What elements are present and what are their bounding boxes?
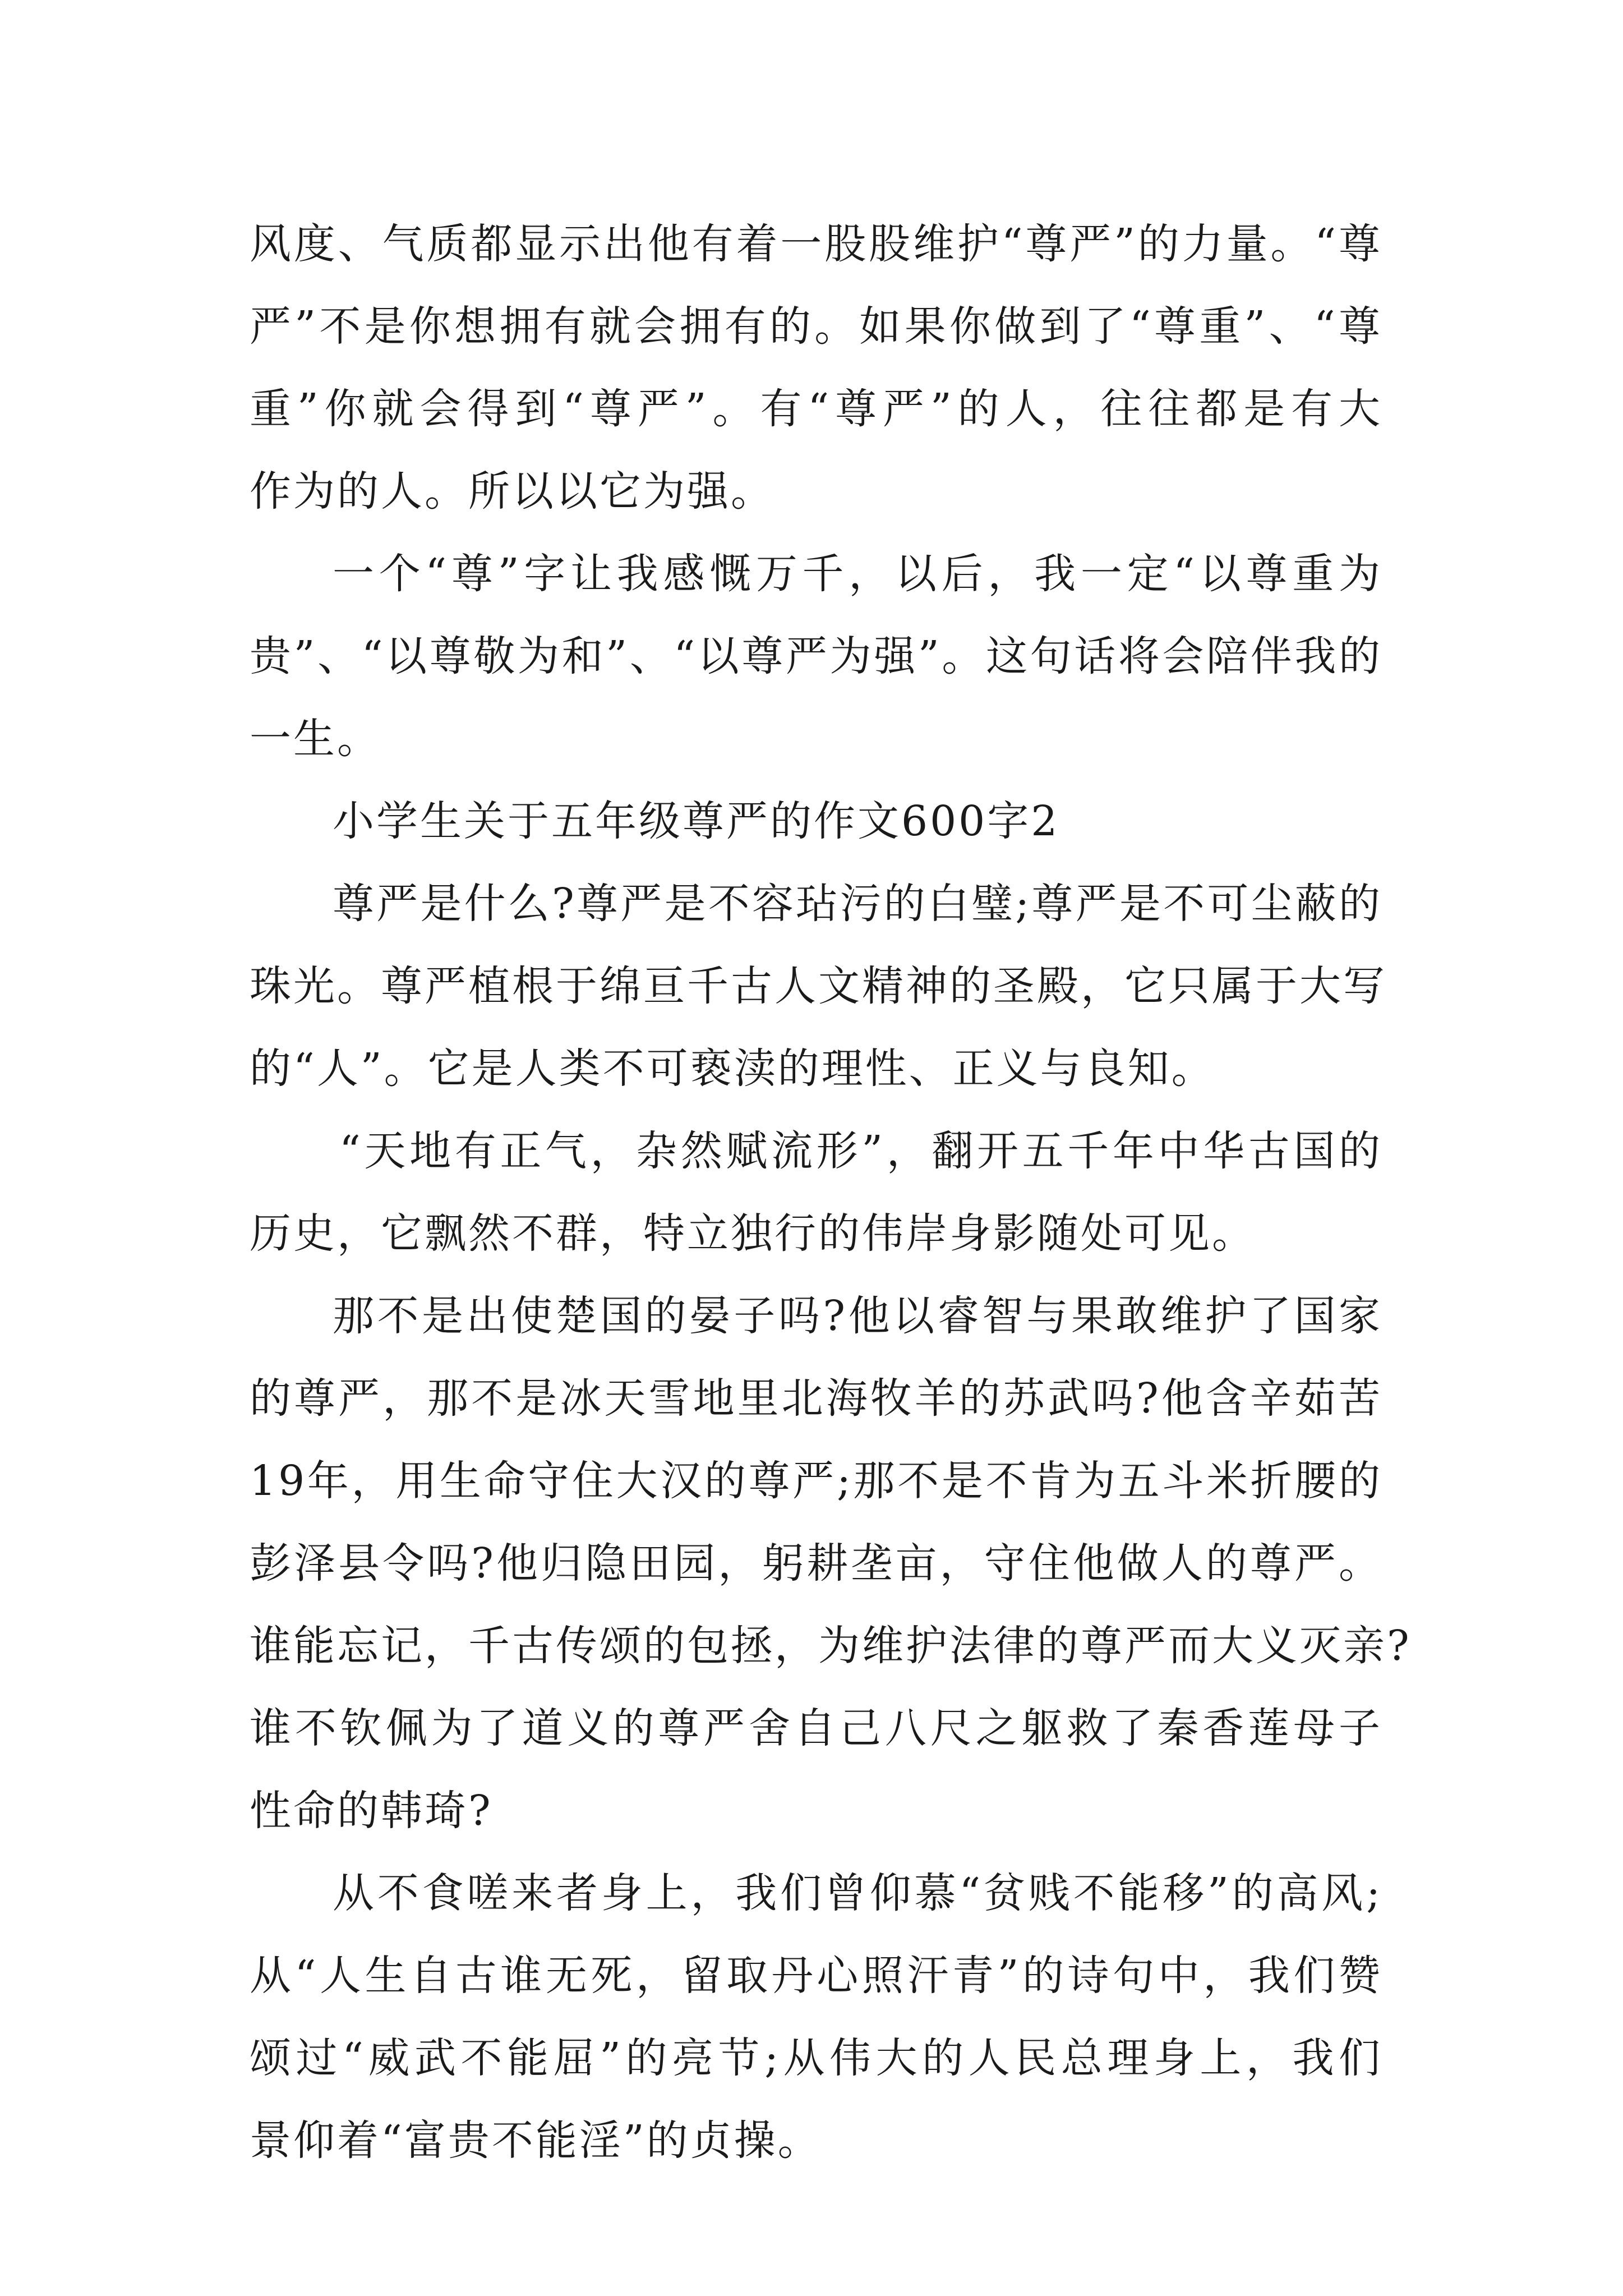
paragraph [250, 1110, 1382, 1275]
text-line: 尊严是什么?尊严是不容玷污的白璧;尊严是不可尘蔽的 [333, 880, 1382, 928]
paragraph [250, 863, 1387, 1110]
text-line: “天地有正气，杂然赋流形”，翻开五千年中华古国的 [339, 1127, 1382, 1175]
paragraph [250, 1275, 1412, 1852]
text-line: 一个“尊”字让我感慨万千，以后，我一定“以尊重为 [333, 550, 1382, 598]
text-line: 景仰着“富贵不能淫”的贞操。 [250, 2116, 822, 2165]
text-line: 颂过“威武不能屈”的亮节;从伟大的人民总理身上，我们 [250, 2034, 1382, 2082]
text-line: 风度、气质都显示出他有着一股股维护“尊严”的力量。“尊 [250, 220, 1382, 268]
text-line: 谁不钦佩为了道义的尊严舍自己八尺之躯救了秦香莲母子 [250, 1704, 1382, 1752]
text-line: 性命的韩琦? [250, 1787, 493, 1835]
text-line: 严”不是你想拥有就会拥有的。如果你做到了“尊重”、“尊 [250, 302, 1382, 351]
text-line: 的“人”。它是人类不可亵渎的理性、正义与良知。 [250, 1045, 1215, 1093]
section-heading [250, 780, 1382, 863]
text-line: 那不是出使楚国的晏子吗?他以睿智与果敢维护了国家 [333, 1292, 1382, 1340]
document-body [250, 203, 1412, 2182]
heading-line: 小学生关于五年级尊严的作文600字2 [333, 797, 1060, 845]
text-line: 重”你就会得到“尊严”。有“尊严”的人，往往都是有大 [250, 385, 1382, 433]
text-line: 从“人生自古谁无死，留取丹心照汗青”的诗句中，我们赞 [250, 1952, 1382, 2000]
text-line: 的尊严，那不是冰天雪地里北海牧羊的苏武吗?他含辛茹苦 [250, 1374, 1382, 1423]
paragraph [250, 533, 1382, 780]
text-line: 历史，它飘然不群，特立独行的伟岸身影随处可见。 [250, 1209, 1256, 1258]
text-line: 一生。 [250, 715, 381, 763]
paragraph [250, 1852, 1382, 2182]
text-line: 珠光。尊严植根于绵亘千古人文精神的圣殿，它只属于大写 [250, 962, 1387, 1010]
text-line: 贵”、“以尊敬为和”、“以尊严为强”。这句话将会陪伴我的 [250, 632, 1382, 680]
text-line: 19年，用生命守住大汉的尊严;那不是不肯为五斗米折腰的 [250, 1457, 1382, 1505]
text-line: 作为的人。所以以它为强。 [250, 467, 774, 516]
text-line: 彭泽县令吗?他归隐田园，躬耕垄亩，守住他做人的尊严。 [250, 1539, 1382, 1588]
paragraph [250, 203, 1382, 533]
text-line: 从不食嗟来者身上，我们曾仰慕“贫贱不能移”的高风; [333, 1869, 1382, 1917]
text-line: 谁能忘记，千古传颂的包拯，为维护法律的尊严而大义灭亲? [250, 1622, 1412, 1670]
